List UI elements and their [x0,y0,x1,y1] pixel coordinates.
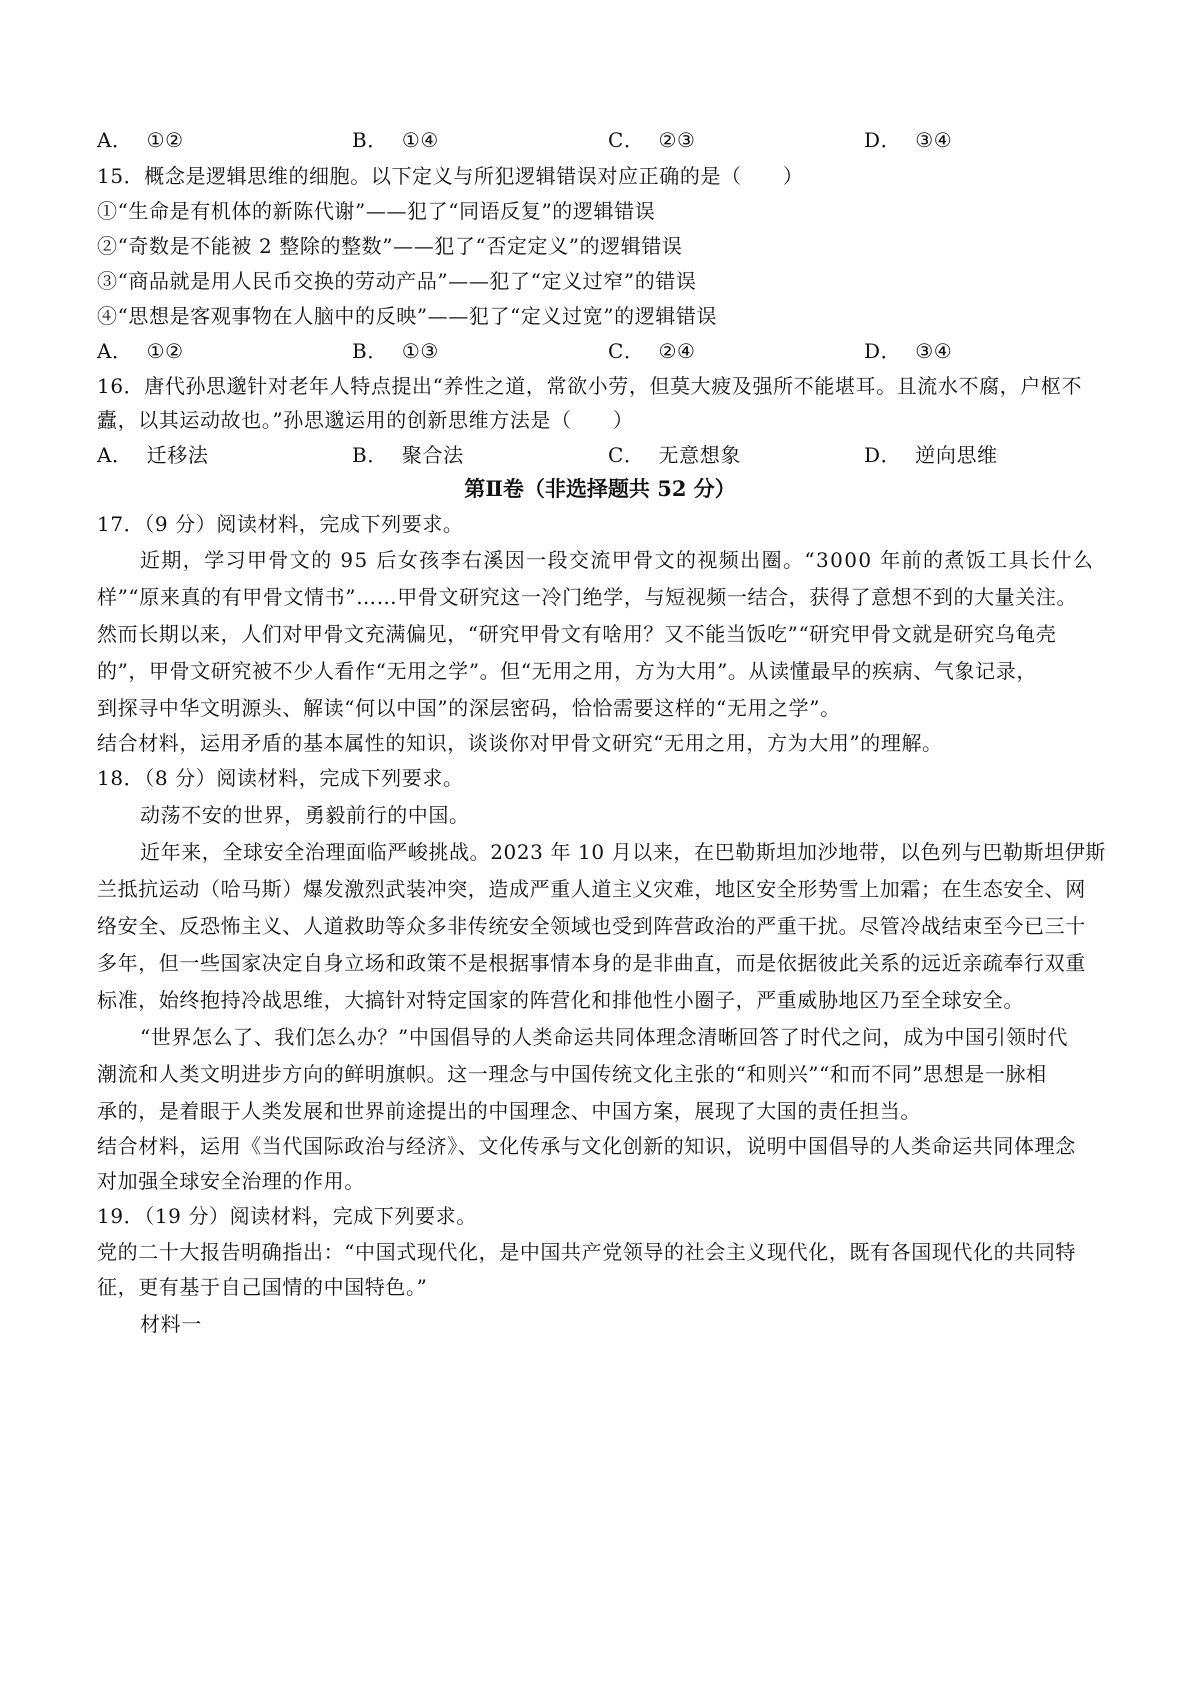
q18-para2-line-3: 承的，是着眼于人类发展和世界前途提出的中国理念、中国方案，展现了大国的责任担当。 [97,1099,921,1123]
q17-material-line-1: 近期，学习甲骨文的 95 后女孩李右溪因一段交流甲骨文的视频出圈。“3000 年前的煮饭工具长什么 [140,548,1095,572]
q19-header: 19．（19 分）阅读材料，完成下列要求。 [97,1204,477,1228]
q18-task-line-2: 对加强全球安全治理的作用。 [97,1169,365,1193]
q16-option-c: C． 无意想象 [608,443,741,467]
q19-intro-line-2: 征，更有基于自己国情的中国特色。” [97,1275,428,1299]
q17-material-line-5: 到探寻中华文明源头、解读“何以中国”的深层密码，恰恰需要这样的“无用之学”。 [97,696,841,720]
q16-stem-line-2: 蠹，以其运动故也。”孙思邈运用的创新思维方法是（ ） [97,408,634,432]
q16-option-a: A． 迁移法 [97,443,209,467]
q15-option-b: B． ①③ [352,339,439,363]
q18-para1-line-4: 多年，但一些国家决定自身立场和政策不是根据事情本身的是非曲直，而是依据彼此关系的远近亲疏奉行双重 [97,951,1086,975]
q19-intro-line-1: 党的二十大报告明确指出：“中国式现代化，是中国共产党领导的社会主义现代化，既有各国现代化的共同特 [97,1240,1077,1264]
q18-para1-line-2: 兰抵抗运动（哈马斯）爆发激烈武装冲突，造成严重人道主义灾难，地区安全形势雪上加霜；在生态安全、网 [97,877,1086,901]
q16-stem-line-1: 16．唐代孙思邈针对老年人特点提出“养性之道，常欲小劳，但莫大疲及强所不能堪耳。且流水不腐，户枢不 [97,374,1083,398]
q16-option-d: D． 逆向思维 [864,443,998,467]
q14-option-a: A． ①② [97,128,184,152]
q14-options [97,126,1110,154]
q15-item-1: ①“生命是有机体的新陈代谢”——犯了“同语反复”的逻辑错误 [97,199,656,223]
q16-option-b: B． 聚合法 [352,443,464,467]
q16-options [97,441,1110,469]
q15-stem: 15．概念是逻辑思维的细胞。以下定义与所犯逻辑错误对应正确的是（ ） [97,164,804,188]
q18-para2-line-1: “世界怎么了、我们怎么办？”中国倡导的人类命运共同体理念清晰回答了时代之问，成为中国引领时代 [140,1025,1069,1049]
q15-item-3: ③“商品就是用人民币交换的劳动产品”——犯了“定义过窄”的错误 [97,269,697,293]
q19-material-label: 材料一 [140,1312,202,1336]
q18-para1-line-5: 标准，始终抱持冷战思维，大搞针对特定国家的阵营化和排他性小圈子，严重威胁地区乃至全球安全。 [97,988,1024,1012]
q15-option-c: C． ②④ [608,339,696,363]
q14-option-b: B． ①④ [352,128,439,152]
q15-options [97,337,1110,365]
q18-para1-line-3: 络安全、反恐怖主义、人道救助等众多非传统安全领域也受到阵营政治的严重干扰。尽管冷战结束至今已三十 [97,914,1086,938]
q17-header: 17．（9 分）阅读材料，完成下列要求。 [97,512,464,536]
q17-material-line-2: 样”“原来真的有甲骨文情书”……甲骨文研究这一冷门绝学，与短视频一结合，获得了意想不到的大量关注。 [97,585,1078,609]
q18-header: 18．（8 分）阅读材料，完成下列要求。 [97,766,464,790]
q15-item-2: ②“奇数是不能被 2 整除的整数”——犯了“否定定义”的逻辑错误 [97,234,683,258]
q17-task: 结合材料，运用矛盾的基本属性的知识，谈谈你对甲骨文研究“无用之用，方为大用”的理解。 [97,731,943,755]
q18-lead: 动荡不安的世界，勇毅前行的中国。 [140,803,470,827]
q18-task-line-1: 结合材料，运用《当代国际政治与经济》、文化传承与文化创新的知识，说明中国倡导的人类命运共同体理念 [97,1134,1076,1158]
q18-para1-line-1: 近年来，全球安全治理面临严峻挑战。2023 年 10 月以来，在巴勒斯坦加沙地带，以色列与巴勒斯坦伊斯 [140,840,1107,864]
q15-option-d: D． ③④ [864,339,953,363]
q14-option-d: D． ③④ [864,128,953,152]
q17-material-line-4: 的”，甲骨文研究被不少人看作“无用之学”。但“无用之用，方为大用”。从读懂最早的疾病、气象记录， [97,659,1037,683]
q15-item-4: ④“思想是客观事物在人脑中的反映”——犯了“定义过宽”的逻辑错误 [97,304,718,328]
q17-material-line-3: 然而长期以来，人们对甲骨文充满偏见，“研究甲骨文有啥用？又不能当饭吃”“研究甲骨文就是研究乌龟壳 [97,622,1057,646]
section-title: 第Ⅱ卷（非选择题共 52 分） [464,476,736,501]
q15-option-a: A． ①② [97,339,184,363]
q14-option-c: C． ②③ [608,128,696,152]
q18-para2-line-2: 潮流和人类文明进步方向的鲜明旗帜。这一理念与中国传统文化主张的“和则兴”“和而不同”思想是一脉相 [97,1062,1047,1086]
